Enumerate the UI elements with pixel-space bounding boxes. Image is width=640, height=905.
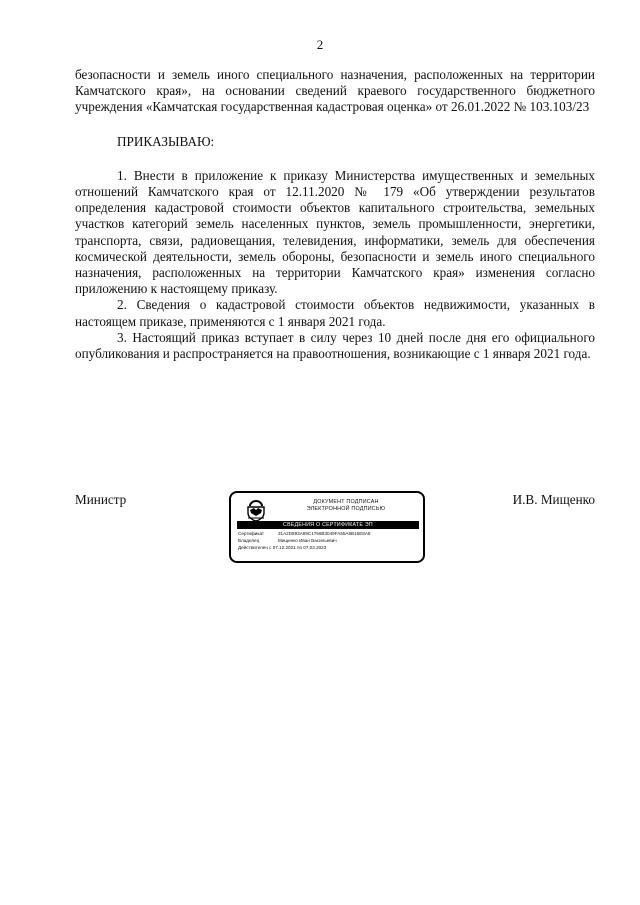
validity-row	[238, 545, 326, 551]
document-body	[75, 67, 595, 362]
owner-row	[238, 538, 337, 544]
signatory-name: И.В. Мищенко	[512, 492, 595, 507]
order-item-3: 3. Настоящий приказ вступает в силу через 10 дней после дня его официального опубликования и распространяется на правоотношения, возникающие с 1 января 2021 года.	[75, 329, 595, 362]
certificate-row	[238, 531, 370, 537]
coat-of-arms-icon	[245, 498, 267, 522]
order-item-2: 2. Сведения о кадастровой стоимости объектов недвижимости, указанных в настоящем приказе, применяются с 1 января 2021 года.	[75, 297, 595, 329]
page-number: 2	[316, 37, 324, 52]
order-heading: ПРИКАЗЫВАЮ:	[117, 133, 215, 149]
signatory-title: Министр	[75, 492, 127, 507]
electronic-signature-stamp	[229, 491, 425, 563]
certificate-value: 31A2D893A89C1756B3049FA55A5B16E8A8	[278, 531, 371, 536]
stamp-header-line1: ДОКУМЕНТ ПОДПИСАН	[313, 499, 379, 505]
order-item-1: 1. Внести в приложение к приказу Министерства имущественных и земельных отношений Камчатского края от 12.11.2020 № 179 «Об утверждении результатов определения кадастровой стоимости объектов капитального строительства, земельных участков категорий земель населенных пунктов, земель промышленности, энергетики, транспорта, связи, радиовещания, телевидения, информатики, земель для обеспечения космической деятельности, земель обороны, безопасности и земель иного специального назначения, расположенных на территории Камчатского края» изменения согласно приложению к настоящему приказу.	[75, 167, 595, 297]
certificate-info-bar: СВЕДЕНИЯ О СЕРТИФИКАТЕ ЭП	[237, 521, 419, 529]
intro-paragraph: безопасности и земель иного специального назначения, расположенных на территории Камчатского края», на основании сведений краевого государственного бюджетного учреждения «Камчатская государственная кадастровая оценка» от 26.01.2022 № 103.103/23	[75, 67, 595, 115]
owner-label: Владелец	[238, 538, 260, 543]
owner-value: Мищенко Иван Васильевич	[278, 538, 337, 543]
signature-block	[75, 492, 595, 572]
stamp-header	[271, 499, 421, 513]
stamp-header-line2: ЭЛЕКТРОННОЙ ПОДПИСЬЮ	[306, 506, 386, 512]
validity-text: Действителен с 07.12.2021 по 07.03.2023	[238, 545, 327, 550]
certificate-label: Сертификат	[238, 531, 265, 536]
